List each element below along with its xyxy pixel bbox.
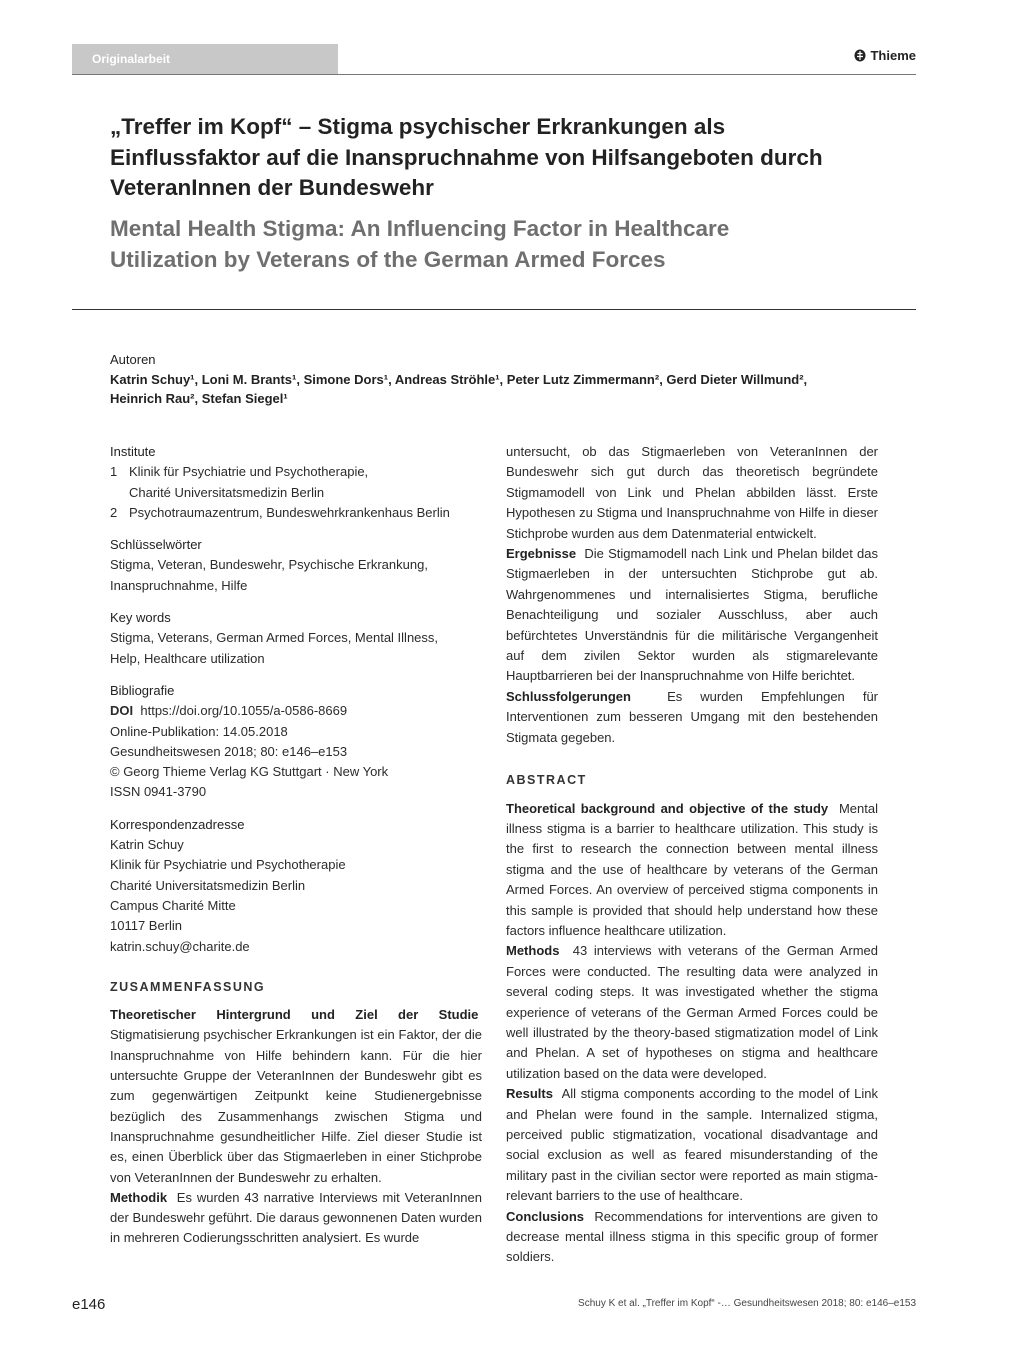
authors-line: Heinrich Rau², Stefan Siegel¹ [110,391,288,406]
title-german [110,112,910,204]
title-divider [72,309,916,310]
correspondence-heading: Korrespondenzadresse [110,816,245,832]
keywords-en-line: Stigma, Veterans, German Armed Forces, Mental Illness, [110,630,439,646]
authors-list [110,370,900,408]
institute-item [110,462,482,503]
bibliography-block [110,681,482,803]
right-column [506,442,878,1268]
institutes-block [110,442,482,523]
correspondence-line: Katrin Schuy [110,837,184,853]
paragraph-text: Es wurden Empfehlungen für Interventionen zum besseren Umgang mit den bestehenden Stigmata gegeben. [506,688,879,745]
correspondence-block [110,815,482,957]
title-german-line: Einflussfaktor auf die Inanspruchnahme von Hilfsangeboten durch [110,144,823,170]
authors-label: Autoren [110,352,156,367]
zusammenfassung-paragraph [506,687,878,748]
paragraph-text: Es wurden 43 narrative Interviews mit VeteranInnen der Bundeswehr geführt. Die daraus gewonnenen Daten wurden in mehreren Codierungsschritten analysiert. Es wurde [110,1189,482,1246]
paragraph-text: Stigmatisierung psychischer Erkrankungen ist ein Faktor, der die Inanspruchnahme von Hilfe behindern kann. Für die hier untersuchte Gruppe der VeteranInnen der Bundeswehr gibt es zum gegenwärtigen Zeitpunkt keine Studienergebnisse bezüglich des Zusammenhangs zwischen Stigma und Inanspruchnahme gesundheitlicher Hilfe. Ziel dieser Studie ist es, einen Überblick über das Stigmaerleben in einer Stichprobe von VeteranInnen der Bundeswehr zu erhalten. [110,1027,482,1185]
authors-line: Katrin Schuy¹, Loni M. Brants¹, Simone Dors¹, Andreas Ströhle¹, Peter Lutz Zimmermann², Gerd Dieter Willmund², [110,372,808,387]
paragraph-label: Schlussfolgerungen [506,688,631,704]
keywords-de-line: Inanspruchnahme, Hilfe [110,577,248,593]
keywords-en-heading: Key words [110,610,171,626]
section-label: Originalarbeit [72,44,338,75]
paragraph-label: Results [506,1086,553,1102]
correspondence-email[interactable]: katrin.schuy@charite.de [110,938,250,954]
abstract-paragraph [506,941,878,1084]
title-english-line: Mental Health Stigma: An Influencing Factor in Healthcare [110,216,730,241]
institute-text [129,462,368,503]
paragraph-label: Methodik [110,1189,168,1205]
keywords-de-heading: Schlüsselwörter [110,537,202,553]
thieme-logo-icon [854,49,866,62]
zusammenfassung-paragraph [506,544,878,687]
institute-line: Charité Universitatsmedizin Berlin [129,484,325,500]
footer-citation: Schuy K et al. „Treffer im Kopf“ -… Gesundheitswesen 2018; 80: e146–e153 [578,1298,916,1309]
abstract-paragraph [506,1207,878,1268]
doi-link[interactable]: https://doi.org/10.1055/a-0586-8669 [140,703,348,719]
title-english [110,214,910,275]
keywords-en-line: Help, Healthcare utilization [110,650,265,666]
doi-label: DOI [110,703,134,719]
correspondence-line: Charité Universitatsmedizin Berlin [110,877,306,893]
institute-line: Klinik für Psychiatrie und Psychotherapie, [129,464,369,480]
header-divider [72,74,916,75]
institutes-heading: Institute [110,444,156,459]
title-german-line: VeteranInnen der Bundeswehr [110,175,434,200]
keywords-de-line: Stigma, Veteran, Bundeswehr, Psychische Erkrankung, [110,557,428,573]
publisher-name: Thieme [870,48,916,63]
paragraph-label: Ergebnisse [506,546,577,562]
abstract-paragraph [506,1084,878,1206]
zusammenfassung-paragraph-continued [506,442,878,544]
left-column [110,442,482,1249]
title-english-line: Utilization by Veterans of the German Armed Forces [110,246,666,272]
keywords-en-block [110,608,482,669]
abstract-heading: ABSTRACT [506,773,587,788]
paragraph-label: Methods [506,943,560,959]
paragraph-text: All stigma components according to the model of Link and Phelan were found in the sample. Internalized stigma, perceived public stigmatization, vocational disadvantage and social exclusion as well as feared misunderstanding of the military past in the civilian sector were reported as main stigma-relevant barriers to the use of healthcare. [506,1086,878,1204]
online-publication: Online-Publikation: 14.05.2018 [110,723,288,739]
publisher-logo [854,48,916,63]
title-german-line: „Treffer im Kopf“ – Stigma psychischer Erkrankungen als [110,114,726,139]
copyright: © Georg Thieme Verlag KG Stuttgart · New York [110,764,389,780]
paragraph-text: Die Stigmamodell nach Link und Phelan bildet das Stigmaerleben in der untersuchten Stichprobe gut ab. Wahrgenommenes und internalisiertes Stigma, berufliche Benachteiligung und sozialer Ausschluss, aber auch befürchtetes Unverständnis für die militärische Vergangenheit auf dem zivilen Sektor wurden als stigmarelevante Hauptbarrieren bei der Inanspruchnahme von Hilfe berichtet. [506,546,878,684]
page-number: e146 [72,1296,106,1313]
correspondence-line: Campus Charité Mitte [110,897,236,913]
paragraph-text: Mental illness stigma is a barrier to healthcare utilization. This study is the first to research the connection between mental illness stigma and the use of healthcare by veterans of the German Armed Forces. An overview of perceived stigma components in this sample is provided that should help understand how these factors influence healthcare utilization. [506,800,878,938]
paragraph-label: Theoretical background and objective of the study [506,800,829,816]
journal-reference: Gesundheitswesen 2018; 80: e146–e153 [110,743,348,759]
correspondence-line: Klinik für Psychiatrie und Psychotherapie [110,857,346,873]
paragraph-text: 43 interviews with veterans of the German Armed Forces were conducted. The resulting data were analyzed in several coding steps. It was investigated whether the stigma experience of veterans of the German Armed Forces could be well illustrated by the theory-based stigmatization model of Link and Phelan. A set of hypotheses on stigma and healthcare utilization based on the data were developed. [506,943,878,1081]
paragraph-label: Theoretischer Hintergrund und Ziel der Studie [110,1007,479,1023]
zusammenfassung-paragraph [110,1188,482,1249]
keywords-de-block [110,535,482,596]
zusammenfassung-heading: ZUSAMMENFASSUNG [110,979,266,994]
institute-item [110,503,482,523]
institute-number: 2 [110,504,118,520]
paragraph-text: untersucht, ob das Stigmaerleben von VeteranInnen der Bundeswehr sich gut durch das theoretisch begründete Stigmamodell von Link und Phelan abbilden lässt. Erste Hypothesen zu Stigma und Inanspruchnahme von Hilfe in dieser Stichprobe wurden aus dem Datenmaterial entwickelt. [506,444,878,541]
institute-number: 1 [110,464,118,480]
paragraph-label: Conclusions [506,1208,585,1224]
doi-line [110,701,482,721]
paragraph-text: Recommendations for interventions are given to decrease mental illness stigma in this specific group of former soldiers. [506,1208,878,1265]
bibliography-heading: Bibliografie [110,682,175,698]
issn: ISSN 0941-3790 [110,784,207,800]
zusammenfassung-paragraph [110,1005,482,1188]
abstract-paragraph [506,799,878,942]
institute-line: Psychotraumazentrum, Bundeswehrkrankenhaus Berlin [129,504,450,520]
correspondence-line: 10117 Berlin [110,918,183,934]
